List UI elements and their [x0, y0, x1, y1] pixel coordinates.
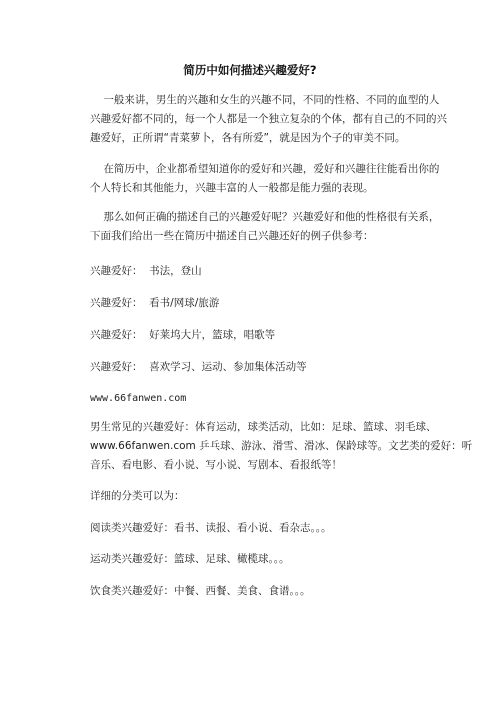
text-line: 饮食类兴趣爱好：中餐、西餐、美食、食谱。。。	[90, 585, 311, 597]
text-line: 那么如何正确的描述自己的兴趣爱好呢？兴趣爱好和他的性格很有关系，	[90, 211, 440, 223]
paragraph-common-hobbies	[90, 418, 473, 475]
text-line: 阅读类兴趣爱好：看书、读报、看小说、看杂志。。。	[90, 522, 332, 534]
text-line: 兴趣爱好： 好莱坞大片，篮球，唱歌等	[90, 329, 276, 341]
example-hobby-2	[90, 294, 420, 313]
text-line: 兴趣爱好： 喜欢学习、运动、参加集体活动等	[90, 361, 307, 373]
example-hobby-4	[90, 358, 420, 377]
text-line: 在简历中，企业都希望知道你的爱好和兴趣，爱好和兴趣往往能看出你的	[90, 163, 440, 175]
text-line: www.66fanwen.com	[90, 393, 187, 404]
paragraph-resume	[90, 160, 440, 198]
paragraph-how-to	[90, 208, 440, 246]
website-url	[90, 389, 420, 408]
text-line: 一般来讲，男生的兴趣和女生的兴趣不同，不同的性格、不同的血型的人	[90, 94, 440, 106]
text-line: www.66fanwen.com 乒乓球、游泳、滑雪、滑冰、保龄球等。文艺类的爱好：听	[90, 440, 473, 452]
example-hobby-1	[90, 262, 420, 281]
text-line: 音乐、看电影、看小说、写小说、写剧本、看报纸等！	[90, 459, 342, 471]
text-line: 男生常见的兴趣爱好：体育运动，球类活动，比如：足球、篮球、羽毛球、	[90, 421, 437, 433]
category-sports	[90, 550, 420, 569]
text-line: 兴趣爱好： 看书/网球/旅游	[90, 297, 220, 309]
text-line: 兴趣爱好： 书法，登山	[90, 265, 202, 277]
example-hobby-3	[90, 326, 420, 345]
document-title: 简历中如何描述兴趣爱好?	[183, 63, 317, 77]
text-line: 兴趣爱好都不同的，每一个人都是一个独立复杂的个体，都有自己的不同的兴	[90, 113, 447, 125]
category-reading	[90, 519, 420, 538]
text-line: 下面我们给出一些在简历中描述自己兴趣还好的例子供参考：	[90, 230, 374, 242]
paragraph-categories-intro	[90, 487, 420, 506]
paragraph-intro	[90, 91, 447, 148]
text-line: 个人特长和其他能力，兴趣丰富的人一般都是能力强的表现。	[90, 182, 374, 194]
text-line: 详细的分类可以为：	[90, 490, 185, 502]
text-line: 趣爱好，正所谓“青菜萝卜，各有所爱”，就是因为个子的审美不同。	[90, 132, 406, 144]
text-line: 运动类兴趣爱好：篮球、足球、橄榄球。。。	[90, 553, 290, 565]
category-food	[90, 582, 420, 601]
